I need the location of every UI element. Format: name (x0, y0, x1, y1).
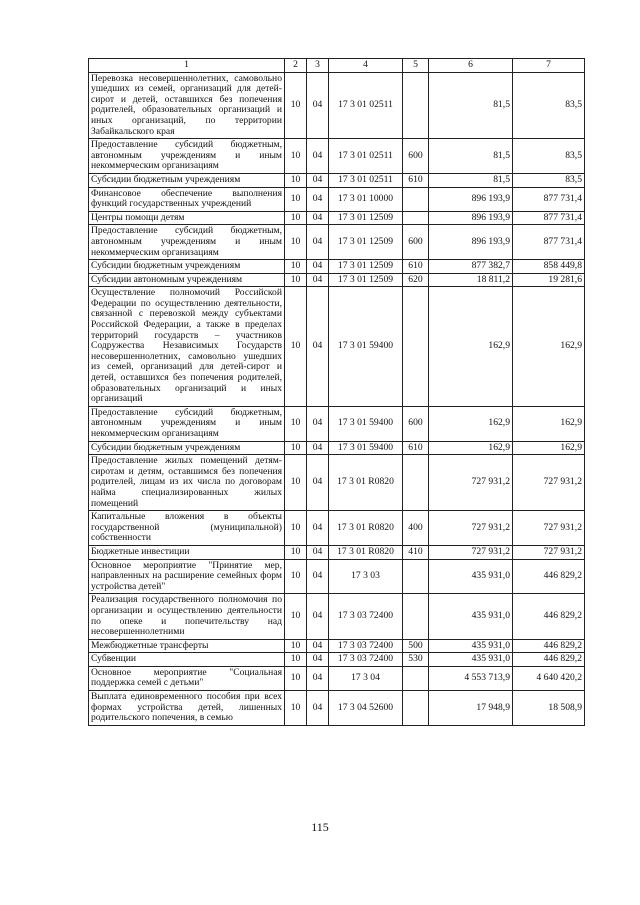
target-article-cell: 17 3 01 R0820 (329, 511, 403, 546)
expense-type-cell (403, 187, 429, 211)
table-header-row (89, 59, 585, 73)
table-row (89, 545, 585, 559)
expense-type-cell (403, 72, 429, 139)
amount-year1-cell: 727 931,2 (429, 511, 513, 546)
subsection-code-cell: 04 (307, 441, 329, 455)
row-name-cell: Капитальные вложения в объекты государственной (муниципальной) собственности (89, 511, 285, 546)
section-code-cell: 10 (285, 260, 307, 274)
subsection-code-cell: 04 (307, 187, 329, 211)
target-article-cell: 17 3 03 72400 (329, 639, 403, 653)
table-row (89, 441, 585, 455)
row-name-cell: Предоставление субсидий бюджетным, автономным учреждениям и иным некоммерческим организациям (89, 406, 285, 441)
row-name-cell: Основное мероприятие "Принятие мер, направленных на расширение семейных форм устройства детей" (89, 559, 285, 594)
section-code-cell: 10 (285, 691, 307, 726)
table-row (89, 287, 585, 407)
amount-year1-cell: 18 811,2 (429, 273, 513, 287)
amount-year2-cell: 19 281,6 (513, 273, 585, 287)
column-header: 6 (429, 59, 513, 73)
target-article-cell: 17 3 03 72400 (329, 594, 403, 639)
amount-year2-cell: 858 449,8 (513, 260, 585, 274)
subsection-code-cell: 04 (307, 173, 329, 187)
subsection-code-cell: 04 (307, 559, 329, 594)
section-code-cell: 10 (285, 511, 307, 546)
table-row (89, 406, 585, 441)
section-code-cell: 10 (285, 455, 307, 511)
row-name-cell: Субвенции (89, 653, 285, 667)
table-row (89, 639, 585, 653)
subsection-code-cell: 04 (307, 653, 329, 667)
column-header: 4 (329, 59, 403, 73)
amount-year2-cell: 83,5 (513, 72, 585, 139)
budget-table (88, 58, 585, 726)
expense-type-cell: 600 (403, 139, 429, 174)
row-name-cell: Межбюджетные трансферты (89, 639, 285, 653)
expense-type-cell: 410 (403, 545, 429, 559)
target-article-cell: 17 3 01 12509 (329, 260, 403, 274)
expense-type-cell: 600 (403, 406, 429, 441)
amount-year1-cell: 896 193,9 (429, 225, 513, 260)
amount-year1-cell: 81,5 (429, 72, 513, 139)
amount-year1-cell: 727 931,2 (429, 455, 513, 511)
section-code-cell: 10 (285, 639, 307, 653)
amount-year1-cell: 162,9 (429, 287, 513, 407)
section-code-cell: 10 (285, 287, 307, 407)
amount-year1-cell: 81,5 (429, 173, 513, 187)
expense-type-cell: 600 (403, 225, 429, 260)
subsection-code-cell: 04 (307, 639, 329, 653)
table-row (89, 187, 585, 211)
section-code-cell: 10 (285, 72, 307, 139)
expense-type-cell (403, 559, 429, 594)
section-code-cell: 10 (285, 173, 307, 187)
table-row (89, 211, 585, 225)
amount-year2-cell: 4 640 420,2 (513, 666, 585, 690)
target-article-cell: 17 3 01 R0820 (329, 455, 403, 511)
target-article-cell: 17 3 03 (329, 559, 403, 594)
subsection-code-cell: 04 (307, 287, 329, 407)
row-name-cell: Реализация государственного полномочия по организации и осуществлению деятельности по опеке и попечительству над несовершеннолетними (89, 594, 285, 639)
expense-type-cell: 610 (403, 260, 429, 274)
expense-type-cell (403, 455, 429, 511)
amount-year1-cell: 81,5 (429, 139, 513, 174)
subsection-code-cell: 04 (307, 666, 329, 690)
table-row (89, 273, 585, 287)
expense-type-cell (403, 666, 429, 690)
amount-year1-cell: 877 382,7 (429, 260, 513, 274)
row-name-cell: Предоставление субсидий бюджетным, автономным учреждениям и иным некоммерческим организациям (89, 139, 285, 174)
target-article-cell: 17 3 04 52600 (329, 691, 403, 726)
expense-type-cell: 610 (403, 441, 429, 455)
amount-year1-cell: 162,9 (429, 441, 513, 455)
table-row (89, 260, 585, 274)
expense-type-cell: 530 (403, 653, 429, 667)
table-row (89, 139, 585, 174)
amount-year1-cell: 435 931,0 (429, 594, 513, 639)
subsection-code-cell: 04 (307, 406, 329, 441)
expense-type-cell: 610 (403, 173, 429, 187)
amount-year2-cell: 446 829,2 (513, 639, 585, 653)
section-code-cell: 10 (285, 666, 307, 690)
column-header: 3 (307, 59, 329, 73)
amount-year2-cell: 83,5 (513, 173, 585, 187)
subsection-code-cell: 04 (307, 225, 329, 260)
amount-year1-cell: 435 931,0 (429, 639, 513, 653)
row-name-cell: Финансовое обеспечение выполнения функций государственных учреждений (89, 187, 285, 211)
amount-year1-cell: 17 948,9 (429, 691, 513, 726)
amount-year2-cell: 162,9 (513, 406, 585, 441)
expense-type-cell (403, 287, 429, 407)
section-code-cell: 10 (285, 545, 307, 559)
table-row (89, 225, 585, 260)
amount-year2-cell: 727 931,2 (513, 545, 585, 559)
table-row (89, 455, 585, 511)
subsection-code-cell: 04 (307, 511, 329, 546)
row-name-cell: Центры помощи детям (89, 211, 285, 225)
column-header: 2 (285, 59, 307, 73)
target-article-cell: 17 3 01 59400 (329, 441, 403, 455)
target-article-cell: 17 3 01 59400 (329, 287, 403, 407)
section-code-cell: 10 (285, 273, 307, 287)
row-name-cell: Выплата единовременного пособия при всех формах устройства детей, лишенных родительского попечения, в семью (89, 691, 285, 726)
subsection-code-cell: 04 (307, 691, 329, 726)
table-row (89, 72, 585, 139)
amount-year2-cell: 18 508,9 (513, 691, 585, 726)
target-article-cell: 17 3 01 12509 (329, 211, 403, 225)
subsection-code-cell: 04 (307, 545, 329, 559)
row-name-cell: Предоставление субсидий бюджетным, автономным учреждениям и иным некоммерческим организациям (89, 225, 285, 260)
column-header: 7 (513, 59, 585, 73)
amount-year2-cell: 162,9 (513, 287, 585, 407)
amount-year2-cell: 446 829,2 (513, 653, 585, 667)
amount-year2-cell: 877 731,4 (513, 225, 585, 260)
target-article-cell: 17 3 01 02511 (329, 173, 403, 187)
section-code-cell: 10 (285, 406, 307, 441)
target-article-cell: 17 3 01 12509 (329, 225, 403, 260)
row-name-cell: Бюджетные инвестиции (89, 545, 285, 559)
column-header: 1 (89, 59, 285, 73)
table-body (89, 72, 585, 725)
expense-type-cell: 620 (403, 273, 429, 287)
table-row (89, 666, 585, 690)
target-article-cell: 17 3 04 (329, 666, 403, 690)
target-article-cell: 17 3 01 10000 (329, 187, 403, 211)
amount-year1-cell: 896 193,9 (429, 211, 513, 225)
amount-year2-cell: 727 931,2 (513, 455, 585, 511)
expense-type-cell (403, 211, 429, 225)
table-row (89, 653, 585, 667)
section-code-cell: 10 (285, 187, 307, 211)
amount-year2-cell: 727 931,2 (513, 511, 585, 546)
amount-year1-cell: 162,9 (429, 406, 513, 441)
amount-year2-cell: 83,5 (513, 139, 585, 174)
section-code-cell: 10 (285, 441, 307, 455)
amount-year2-cell: 446 829,2 (513, 594, 585, 639)
amount-year1-cell: 435 931,0 (429, 653, 513, 667)
section-code-cell: 10 (285, 139, 307, 174)
subsection-code-cell: 04 (307, 594, 329, 639)
expense-type-cell (403, 594, 429, 639)
amount-year2-cell: 877 731,4 (513, 187, 585, 211)
section-code-cell: 10 (285, 211, 307, 225)
target-article-cell: 17 3 03 72400 (329, 653, 403, 667)
subsection-code-cell: 04 (307, 211, 329, 225)
column-header: 5 (403, 59, 429, 73)
target-article-cell: 17 3 01 59400 (329, 406, 403, 441)
amount-year2-cell: 162,9 (513, 441, 585, 455)
row-name-cell: Основное мероприятие "Социальная поддержка семей с детьми" (89, 666, 285, 690)
subsection-code-cell: 04 (307, 139, 329, 174)
amount-year1-cell: 727 931,2 (429, 545, 513, 559)
target-article-cell: 17 3 01 12509 (329, 273, 403, 287)
amount-year2-cell: 877 731,4 (513, 211, 585, 225)
section-code-cell: 10 (285, 653, 307, 667)
target-article-cell: 17 3 01 02511 (329, 139, 403, 174)
expense-type-cell: 500 (403, 639, 429, 653)
amount-year2-cell: 446 829,2 (513, 559, 585, 594)
section-code-cell: 10 (285, 594, 307, 639)
amount-year1-cell: 896 193,9 (429, 187, 513, 211)
subsection-code-cell: 04 (307, 455, 329, 511)
table-row (89, 559, 585, 594)
subsection-code-cell: 04 (307, 72, 329, 139)
expense-type-cell (403, 691, 429, 726)
table-row (89, 173, 585, 187)
row-name-cell: Предоставление жилых помещений детям-сиротам и детям, оставшимся без попечения родителей, лицам из их числа по договорам найма специализированных жилых помещений (89, 455, 285, 511)
row-name-cell: Осуществление полномочий Российской Федерации по осуществлению деятельности, связанной с перевозкой между субъектами Российской Федерации, а также в пределах территорий государств – участников Содружества Независимых Государств несовершеннолетних, самовольно ушедших из семей, организаций для детей-сирот и детей, оставшихся без попечения родителей, образовательных организаций и иных организаций (89, 287, 285, 407)
subsection-code-cell: 04 (307, 273, 329, 287)
table-row (89, 691, 585, 726)
row-name-cell: Субсидии автономным учреждениям (89, 273, 285, 287)
row-name-cell: Субсидии бюджетным учреждениям (89, 441, 285, 455)
target-article-cell: 17 3 01 R0820 (329, 545, 403, 559)
row-name-cell: Перевозка несовершеннолетних, самовольно ушедших из семей, организаций для детей-сирот и детей, оставшихся без попечения родителей, образовательных организаций и иных организаций, по территории Забайкальского края (89, 72, 285, 139)
table-row (89, 511, 585, 546)
section-code-cell: 10 (285, 225, 307, 260)
expense-type-cell: 400 (403, 511, 429, 546)
target-article-cell: 17 3 01 02511 (329, 72, 403, 139)
section-code-cell: 10 (285, 559, 307, 594)
table-row (89, 594, 585, 639)
page-number: 115 (311, 820, 329, 834)
amount-year1-cell: 435 931,0 (429, 559, 513, 594)
subsection-code-cell: 04 (307, 260, 329, 274)
row-name-cell: Субсидии бюджетным учреждениям (89, 173, 285, 187)
row-name-cell: Субсидии бюджетным учреждениям (89, 260, 285, 274)
amount-year1-cell: 4 553 713,9 (429, 666, 513, 690)
